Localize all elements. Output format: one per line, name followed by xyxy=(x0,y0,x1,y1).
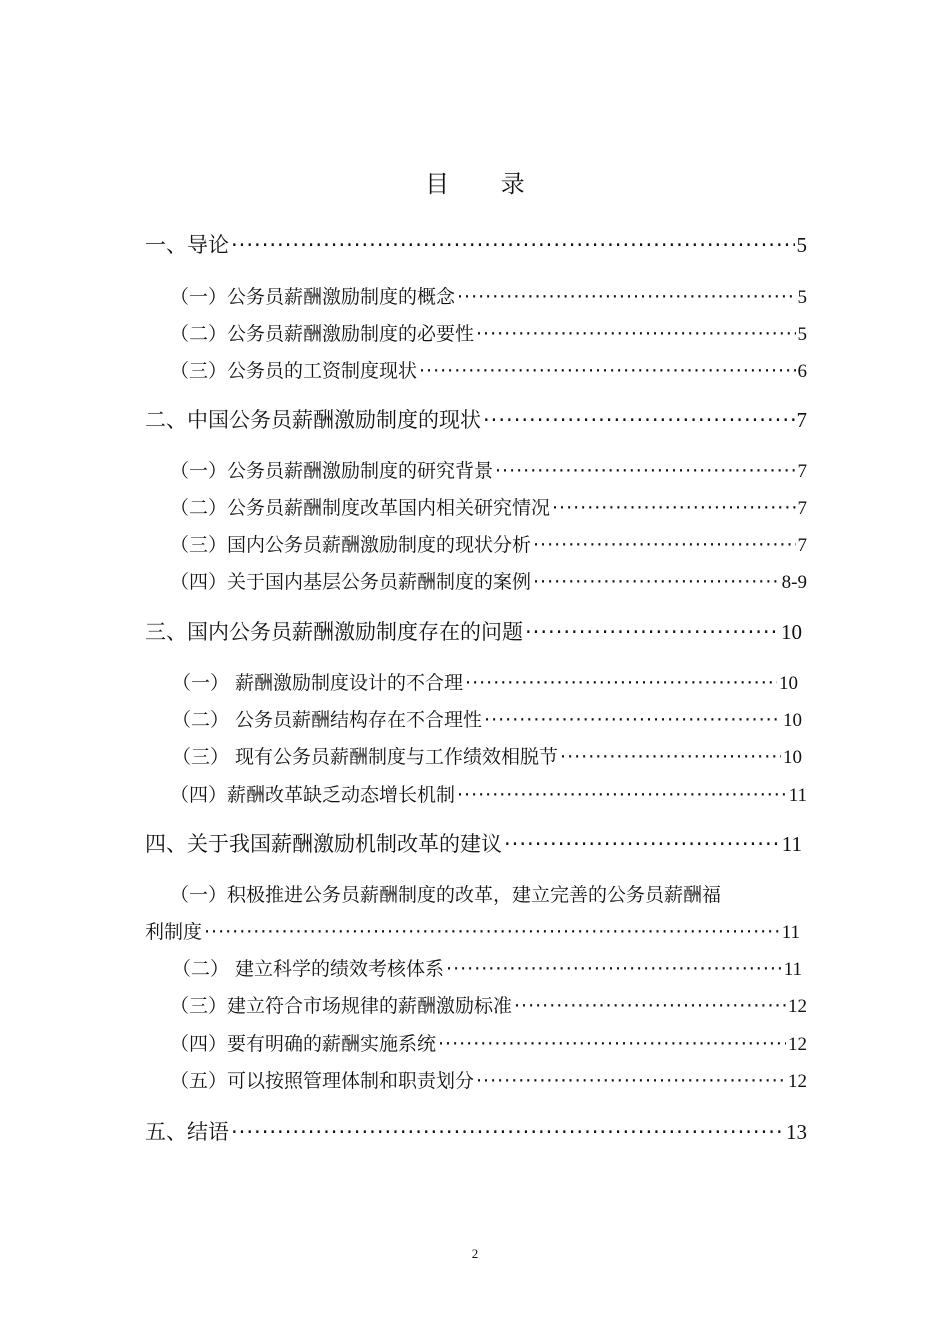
toc-entry-label: （二） 公务员薪酬结构存在不合理性 xyxy=(172,709,483,731)
dot-leader xyxy=(533,530,795,560)
toc-entry[interactable] xyxy=(170,567,807,597)
toc-entry-page: 8-9 xyxy=(781,572,807,593)
toc-entry-label: （四）要有明确的薪酬实施系统 xyxy=(170,1033,437,1055)
toc-entry-label: （四）薪酬改革缺乏动态增长机制 xyxy=(170,784,456,806)
toc-entry-label: （一）公务员薪酬激励制度的概念 xyxy=(170,286,456,308)
dot-leader xyxy=(231,230,795,260)
toc-entry[interactable] xyxy=(170,991,807,1021)
toc-entry-page: 12 xyxy=(788,996,807,1017)
toc-entry-page: 12 xyxy=(788,1034,807,1055)
toc-entry-label: （二）公务员薪酬制度改革国内相关研究情况 xyxy=(170,497,551,519)
dot-leader xyxy=(560,742,781,772)
toc-entry[interactable] xyxy=(170,493,807,523)
toc-entry-page: 7 xyxy=(796,408,807,432)
dot-leader xyxy=(514,991,786,1021)
toc-entry-label: 一、导论 xyxy=(145,233,229,257)
dot-leader xyxy=(446,954,782,984)
dot-leader xyxy=(484,705,781,735)
dot-leader xyxy=(419,356,795,386)
dot-leader xyxy=(525,617,779,647)
toc-entry-label: （三）公务员的工资制度现状 xyxy=(170,360,418,382)
dot-leader xyxy=(483,405,795,435)
toc-title: 目 录 xyxy=(425,170,547,198)
toc-entry[interactable] xyxy=(145,917,800,947)
toc-entry-label: 三、国内公务员薪酬激励制度存在的问题 xyxy=(145,620,523,644)
toc-entry[interactable] xyxy=(172,954,802,984)
toc-entry-label: （三） 现有公务员薪酬制度与工作绩效相脱节 xyxy=(172,746,559,768)
toc-entry[interactable] xyxy=(172,742,802,772)
toc-entry-label: （五）可以按照管理体制和职责划分 xyxy=(170,1070,475,1092)
toc-entry[interactable] xyxy=(170,530,807,560)
toc-entry[interactable] xyxy=(170,356,807,386)
toc-entry[interactable] xyxy=(170,282,807,312)
page-number: 2 xyxy=(471,1246,479,1261)
toc-entry-label-line1[interactable]: （一）积极推进公务员薪酬制度的改革，建立完善的公务员薪酬福 xyxy=(170,884,722,906)
dot-leader xyxy=(457,282,795,312)
toc-entry-page: 7 xyxy=(797,535,807,556)
dot-leader xyxy=(552,493,795,523)
toc-entry-label: 四、关于我国薪酬激励机制改革的建议 xyxy=(145,832,502,856)
toc-entry-page: 12 xyxy=(788,1071,807,1092)
toc-entry[interactable] xyxy=(145,617,802,647)
toc-entry-label: （四）关于国内基层公务员薪酬制度的案例 xyxy=(170,571,532,593)
toc-entry[interactable] xyxy=(172,668,798,698)
dot-leader xyxy=(504,829,780,859)
dot-leader xyxy=(495,456,795,486)
dot-leader xyxy=(533,567,780,597)
toc-entry-page: 5 xyxy=(797,287,807,308)
toc-entry[interactable] xyxy=(170,319,807,349)
toc-entry-label: （二）公务员薪酬激励制度的必要性 xyxy=(170,323,475,345)
toc-entry-page: 6 xyxy=(797,361,807,382)
toc-entry-label: （二） 建立科学的绩效考核体系 xyxy=(172,958,445,980)
toc-entry-page: 10 xyxy=(781,620,802,644)
toc-entry-page: 5 xyxy=(796,233,807,257)
toc-entry[interactable] xyxy=(170,1066,807,1096)
dot-leader xyxy=(465,668,777,698)
dot-leader xyxy=(476,319,795,349)
toc-entry-label: （三）建立符合市场规律的薪酬激励标准 xyxy=(170,995,513,1017)
toc-entry-page: 13 xyxy=(786,1120,807,1144)
toc-entry-page: 10 xyxy=(779,673,798,694)
toc-entry-label: 利制度 xyxy=(145,921,203,943)
toc-entry-page: 7 xyxy=(797,498,807,519)
toc-entry-page: 11 xyxy=(781,922,800,943)
dot-leader xyxy=(204,917,780,947)
toc-entry-page: 11 xyxy=(788,785,807,806)
toc-entry[interactable] xyxy=(172,705,802,735)
toc-entry[interactable] xyxy=(170,456,807,486)
dot-leader xyxy=(438,1029,786,1059)
toc-entry[interactable] xyxy=(145,405,807,435)
dot-leader xyxy=(231,1117,784,1147)
toc-entry[interactable] xyxy=(170,780,807,810)
toc-entry[interactable] xyxy=(145,829,802,859)
toc-entry-label: （三）国内公务员薪酬激励制度的现状分析 xyxy=(170,534,532,556)
toc-entry[interactable] xyxy=(145,230,807,260)
toc-entry-page: 5 xyxy=(797,324,807,345)
toc-entry-page: 7 xyxy=(797,461,807,482)
toc-entry-label: （一）公务员薪酬激励制度的研究背景 xyxy=(170,460,494,482)
toc-entry[interactable] xyxy=(145,1117,807,1147)
toc-entry-page: 10 xyxy=(783,710,802,731)
toc-entry-page: 10 xyxy=(783,747,802,768)
toc-entry[interactable] xyxy=(170,1029,807,1059)
dot-leader xyxy=(457,780,787,810)
toc-entry-page: 11 xyxy=(781,832,802,856)
toc-entry-label: 五、结语 xyxy=(145,1120,229,1144)
toc-entry-label: 二、中国公务员薪酬激励制度的现状 xyxy=(145,408,481,432)
toc-entry-page: 11 xyxy=(783,959,802,980)
dot-leader xyxy=(476,1066,786,1096)
toc-entry-label: （一） 薪酬激励制度设计的不合理 xyxy=(172,672,464,694)
